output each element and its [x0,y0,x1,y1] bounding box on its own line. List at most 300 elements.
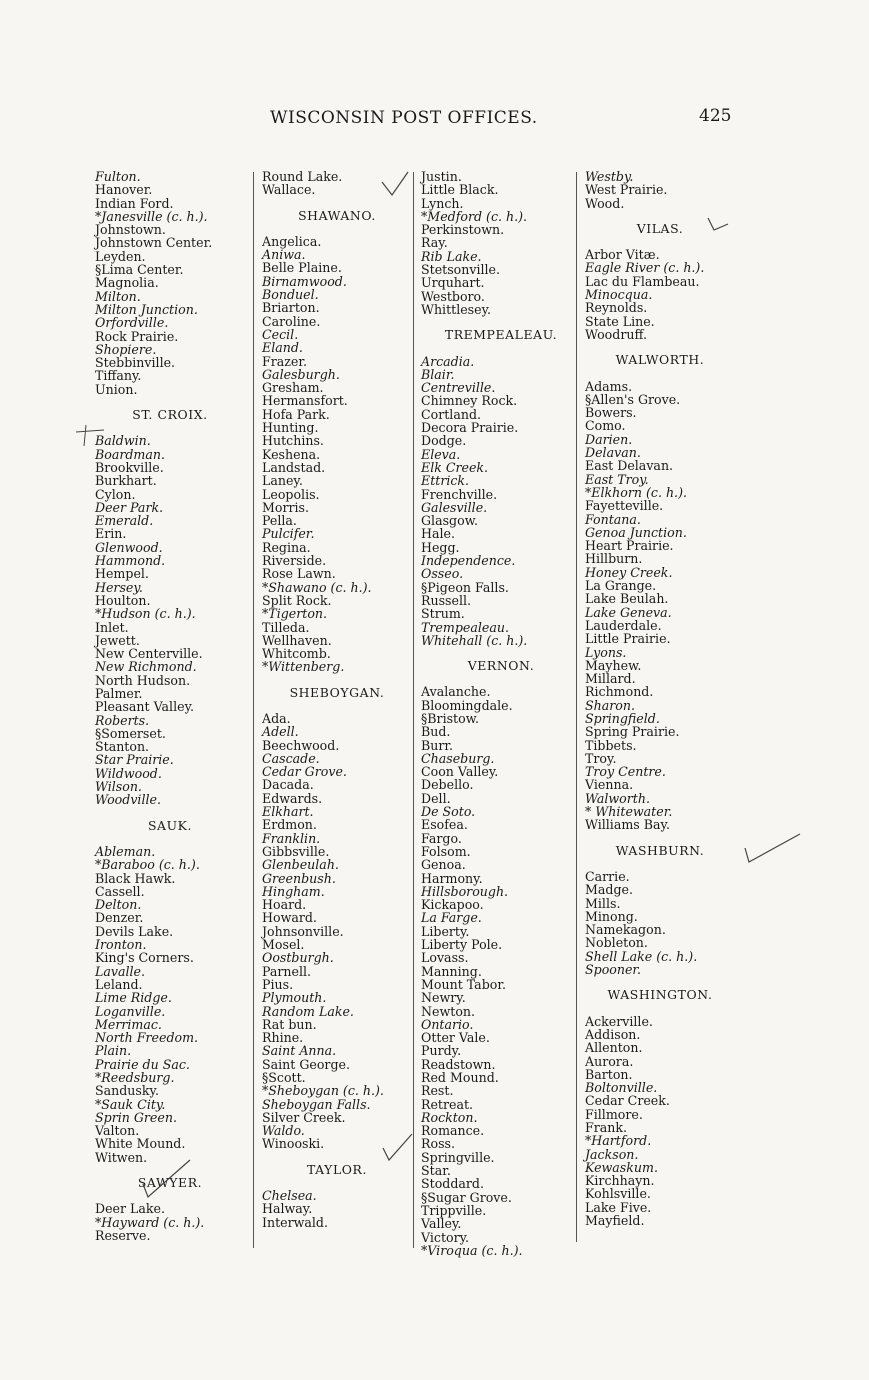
post-office-entry: Victory. [421,1229,470,1245]
post-office-entry: Edwards. [262,790,323,806]
post-office-entry: Purdy. [421,1043,462,1059]
post-office-entry: Whitcomb. [262,646,331,662]
county-heading: VILAS. [636,220,684,236]
post-office-entry: North Freedom. [95,1030,199,1046]
post-office-entry: Plain. [95,1043,132,1059]
post-office-entry: Spooner. [585,962,642,978]
post-office-entry: Sandusky. [95,1083,159,1099]
post-office-entry: Wallace. [262,182,316,198]
post-office-entry: Indian Ford. [95,195,174,211]
post-office-entry: Eagle River (c. h.). [585,260,705,276]
post-office-entry: Shopiere. [95,341,157,357]
post-office-entry: Tilleda. [262,619,310,635]
post-office-entry: Sheboygan Falls. [262,1096,371,1112]
post-office-entry: Wilson. [95,779,142,795]
post-office-entry: Halway. [262,1201,313,1217]
post-office-entry: Hutchins. [262,433,324,449]
post-office-entry: Pella. [262,513,297,529]
post-office-entry: Gibbsville. [262,843,330,859]
post-office-entry: Debello. [421,777,474,793]
post-office-entry: Arbor Vitæ. [585,247,660,263]
post-office-entry: Stebbinville. [95,355,176,371]
post-office-entry: Liberty. [421,923,470,939]
post-office-entry: Howard. [262,910,317,926]
post-office-entry: Fayetteville. [585,498,664,514]
post-office-entry: Minong. [585,908,638,924]
post-office-entry: Cecil. [262,326,299,342]
post-office-entry: Arcadia. [421,353,475,369]
post-office-entry: *Wittenberg. [262,659,345,675]
county-heading: SHEBOYGAN. [289,684,385,700]
post-office-entry: Trippville. [421,1202,487,1218]
post-office-entry: Decora Prairie. [421,420,519,436]
county-heading: WASHINGTON. [607,987,713,1003]
post-office-entry: Rock Prairie. [95,328,179,344]
post-office-entry: Springville. [421,1149,495,1165]
post-office-entry: Stoddard. [421,1176,484,1192]
post-office-entry: Deer Park. [95,499,164,515]
post-office-entry: Cascade. [262,750,320,766]
post-office-entry: Carrie. [585,868,630,884]
post-office-entry: * Whitewater. [585,804,673,820]
post-office-entry: Frazer. [262,353,307,369]
post-office-entry: Dodge. [421,433,467,449]
post-office-entry: Magnolia. [95,275,159,291]
post-office-entry: Prairie du Sac. [95,1056,190,1072]
post-office-entry: Fulton. [95,169,141,184]
post-office-entry: Dacada. [262,777,314,793]
post-office-entry: Pulcifer. [262,526,315,542]
post-office-entry: Elk Creek. [421,459,489,475]
post-office-entry: Johnsonville. [262,923,344,939]
post-office-entry: Birnamwood. [262,273,347,289]
post-office-entry: §Bristow. [421,710,479,726]
post-office-entry: Cedar Grove. [262,764,347,780]
post-office-entry: Round Lake. [262,169,343,184]
post-office-entry: Esofea. [421,817,468,833]
post-office-entry: Erin. [95,526,127,542]
post-office-entry: Newry. [421,990,466,1006]
post-office-entry: Strum. [421,606,465,622]
post-office-entry: Vienna. [585,777,634,793]
post-office-entry: Westboro. [421,288,485,304]
post-office-entry: Glasgow. [421,513,478,529]
post-office-entry: Silver Creek. [262,1109,346,1125]
post-office-entry: Galesburgh. [262,366,340,382]
post-office-entry: Deer Lake. [95,1201,165,1217]
post-office-entry: Reynolds. [585,300,648,316]
post-office-entry: Hempel. [95,566,149,582]
post-office-entry: Leland. [95,976,143,992]
post-office-entry: Cortland. [421,406,482,422]
post-office-entry: Lavalle. [95,963,146,979]
post-office-entry: State Line. [585,313,655,329]
post-office-entry: Walworth. [585,790,650,806]
county-heading: WALWORTH. [615,352,705,368]
post-office-entry: Avalanche. [421,684,491,700]
post-office-entry: *Hayward (c. h.). [95,1214,205,1230]
post-office-entry: Saint George. [262,1056,350,1072]
post-office-entry: Rat bun. [262,1016,317,1032]
post-office-entry: Folsom. [421,843,471,859]
post-office-entry: Retreat. [421,1096,474,1112]
post-office-entry: Woodville. [95,792,161,808]
post-office-entry: Little Prairie. [585,631,671,647]
county-heading: TAYLOR. [306,1161,368,1177]
post-office-entry: *Hudson (c. h.). [95,606,196,622]
post-office-entry: Allenton. [585,1040,643,1056]
post-office-entry: Split Rock. [262,592,332,608]
post-office-entry: Otter Vale. [421,1030,490,1046]
post-office-entry: Hingham. [262,883,325,899]
post-office-entry: Valley. [421,1216,462,1232]
post-office-entry: *Sauk City. [95,1096,166,1112]
post-office-entry: Baldwin. [95,433,151,449]
post-office-entry: §Allen's Grove. [585,391,681,407]
check-mark-icon [708,218,728,230]
post-office-entry: Stetsonville. [421,262,501,278]
post-office-entry: Ada. [262,710,291,726]
post-office-entry: Jewett. [95,632,140,648]
post-office-entry: Westby. [585,169,634,184]
post-office-entry: Glenwood. [95,539,163,555]
post-office-entry: Spring Prairie. [585,724,680,740]
post-office-entry: White Mound. [95,1136,186,1152]
post-office-entry: *Medford (c. h.). [421,208,528,224]
post-office-entry: *Sheboygan (c. h.). [262,1083,384,1099]
post-office-entry: Chaseburg. [421,750,495,766]
post-office-entry: Genoa Junction. [585,524,687,540]
post-office-entry: Tibbets. [585,737,637,753]
post-office-entry: Madge. [585,882,633,898]
post-office-entry: *Janesville (c. h.). [95,208,208,224]
post-office-entry: Reserve. [95,1227,151,1243]
post-office-entry: Barton. [585,1066,633,1082]
post-office-entry: Centreville. [421,380,496,396]
post-office-entry: Leyden. [95,248,146,264]
post-office-entry: *Tigerton. [262,606,328,622]
post-office-entry: Gresham. [262,380,324,396]
post-office-entry: Bloomingdale. [421,697,513,713]
post-office-entry: Blair. [421,366,455,382]
post-office-entry: §Lima Center. [95,262,184,278]
post-office-entry: Mount Tabor. [421,976,506,992]
post-office-entry: *Viroqua (c. h.). [421,1242,523,1258]
post-office-entry: Wood. [585,195,625,211]
post-office-entry: Whittlesey. [421,301,492,317]
running-title: WISCONSIN POST OFFICES. [270,108,538,128]
post-office-entry: Mayhew. [585,657,642,673]
post-office-entry: Winooski. [262,1136,325,1152]
post-office-entry: Dell. [421,790,451,806]
post-office-entry: North Hudson. [95,672,191,688]
post-office-entry: Troy Centre. [585,764,666,780]
post-office-entry: Chimney Rock. [421,393,518,409]
post-office-entry: Lac du Flambeau. [585,273,700,289]
post-office-entry: Boltonville. [585,1080,658,1096]
post-office-entry: Lake Beulah. [585,591,669,607]
post-office-entry: Bonduel. [262,287,319,303]
post-office-entry: Ray. [421,235,448,251]
post-office-entry: Inlet. [95,619,129,635]
post-office-entry: Justin. [421,169,462,184]
post-office-entry: Saint Anna. [262,1043,337,1059]
post-office-entry: Eland. [262,340,303,356]
post-office-entry: Adell. [262,724,299,740]
post-office-entry: Kickapoo. [421,897,484,913]
post-office-entry: New Richmond. [95,659,197,675]
post-office-entry: Waldo. [262,1123,305,1139]
post-office-entry: Whitehall (c. h.). [421,632,528,648]
post-office-entry: Lime Ridge. [95,990,172,1006]
post-office-entry: Como. [585,418,626,434]
county-heading: SAWYER. [137,1175,203,1191]
post-office-entry: *Elkhorn (c. h.). [585,484,687,500]
post-office-entry: Oostburgh. [262,950,334,966]
post-office-entry: Lynch. [421,195,464,211]
post-office-entry: Ross. [421,1136,455,1152]
post-office-entry: Burkhart. [95,473,157,489]
post-office-entry: Star. [421,1163,451,1179]
post-office-entry: Keshena. [262,446,321,462]
post-office-entry: Hersey. [95,579,143,595]
post-office-entry: Delton. [95,897,142,913]
county-heading: WASHBURN. [615,842,705,858]
post-office-entry: Pius. [262,976,294,992]
post-office-entry: Perkinstown. [421,222,505,238]
post-office-entry: Eleva. [421,446,461,462]
post-office-entry: Leopolis. [262,486,320,502]
post-office-entry: Williams Bay. [585,817,670,833]
post-office-entry: Hanover. [95,182,153,198]
post-office-entry: Hofa Park. [262,406,330,422]
post-office-entry: Jackson. [585,1146,639,1162]
post-office-entry: West Prairie. [585,182,668,198]
post-office-entry: Milton. [95,288,141,304]
post-office-entry: Hammond. [95,553,166,569]
county-heading: TREMPEALEAU. [444,327,558,343]
post-office-entry: Hale. [421,526,455,542]
post-office-entry: Lovass. [421,950,469,966]
post-office-entry: Rest. [421,1083,454,1099]
post-office-entry: Coon Valley. [421,764,499,780]
post-office-entry: Urquhart. [421,275,485,291]
post-office-entry: Cedar Creek. [585,1093,670,1109]
post-office-entry: Heart Prairie. [585,538,674,554]
post-office-entry: Romance. [421,1123,485,1139]
post-office-entry: Denzer. [95,910,144,926]
post-office-entry: *Hartford. [585,1133,652,1149]
post-office-entry: Addison. [585,1026,641,1042]
post-office-entry: Laney. [262,473,303,489]
post-office-entry: Kohlsville. [585,1186,651,1202]
post-office-entry: Valton. [95,1123,140,1139]
post-office-entry: Riverside. [262,553,327,569]
post-office-entry: §Somerset. [95,725,166,741]
post-office-entry: Red Mound. [421,1070,499,1085]
post-office-entry: Newton. [421,1003,476,1019]
post-office-entry: Kewaskum. [585,1159,658,1175]
post-office-entry: Millard. [585,671,636,687]
post-office-entry: Hillsborough. [421,883,509,899]
post-office-entry: East Delavan. [585,458,674,474]
page-number: 425 [699,106,732,126]
post-office-entry: Manning. [421,963,482,979]
post-office-entry: Little Black. [421,182,499,198]
post-office-entry: Angelica. [262,233,322,249]
post-office-entry: Stanton. [95,739,150,755]
post-office-entry: Rose Lawn. [262,566,336,582]
post-office-entry: Devils Lake. [95,923,174,939]
county-heading: VERNON. [467,658,535,674]
post-office-entry: Independence. [421,553,516,569]
post-office-entry: §Sugar Grove. [421,1189,512,1205]
post-office-entry: Nobleton. [585,935,648,951]
post-office-entry: Random Lake. [262,1003,354,1019]
post-office-entry: Rib Lake. [421,248,482,264]
post-office-entry: Aurora. [585,1053,634,1069]
post-office-entry: §Pigeon Falls. [421,579,509,595]
post-office-entry: Bowers. [585,405,637,421]
post-office-entry: Namekagon. [585,922,666,938]
post-office-entry: La Farge. [421,910,482,926]
post-office-entry: Belle Plaine. [262,260,342,276]
post-office-entry: Sprin Green. [95,1109,177,1125]
post-office-entry: Mosel. [262,937,305,953]
post-office-entry: Burr. [421,737,454,753]
post-office-entry: Johnstown. [95,222,166,238]
post-office-entry: Merrimac. [95,1016,162,1032]
post-office-entry: Elkhart. [262,804,314,820]
post-office-entry: Brookville. [95,459,164,475]
post-office-entry: Lake Geneva. [585,604,672,620]
post-office-entry: Hermansfort. [262,393,348,409]
post-office-entry: Ackerville. [585,1013,653,1029]
post-office-entry: Kirchhayn. [585,1173,655,1189]
post-office-entry: *Reedsburg. [95,1070,175,1085]
post-office-entry: Hoard. [262,897,307,913]
post-office-entry: §Scott. [262,1070,306,1085]
post-office-entry: Chelsea. [262,1188,317,1204]
post-office-entry: Star Prairie. [95,752,174,768]
post-office-entry: Fontana. [585,511,641,527]
post-office-entry: Minocqua. [585,287,653,303]
county-heading: ST. CROIX. [132,407,208,423]
post-office-entry: Regina. [262,539,311,555]
post-office-entry: Galesville. [421,499,488,515]
post-office-entry: Briarton. [262,300,320,316]
post-office-entry: Tiffany. [95,368,142,384]
post-office-entry: Frenchville. [421,486,498,502]
post-office-entry: Orfordville. [95,315,169,331]
post-office-entry: Landstad. [262,459,326,475]
post-office-entry: Caroline. [262,313,321,329]
post-office-entry: Osseo. [421,566,464,582]
post-office-entry: Fargo. [421,830,462,846]
post-office-entry: Interwald. [262,1214,329,1230]
post-office-entry: New Centerville. [95,646,203,662]
post-office-entry: Woodruff. [585,326,647,342]
post-office-entry: Beechwood. [262,737,340,753]
post-office-entry: Delavan. [585,445,641,461]
post-office-entry: Black Hawk. [95,870,176,886]
post-office-entry: Springfield. [585,710,660,726]
county-heading: SAUK. [147,817,193,833]
post-office-entry: Richmond. [585,684,654,700]
post-office-entry: Ettrick. [421,473,470,489]
post-office-entry: Readstown. [421,1056,496,1072]
post-office-entry: Erdmon. [262,817,317,833]
post-office-entry: Russell. [421,592,472,608]
post-office-entry: Liberty Pole. [421,937,503,953]
post-office-entry: Glenbeulah. [262,857,339,873]
post-office-entry: Greenbush. [262,870,336,886]
post-office-entry: Cylon. [95,486,136,502]
check-mark-icon [745,834,800,862]
post-office-entry: Sharon. [585,697,635,713]
post-office-entry: Adams. [585,378,633,394]
post-office-entry: Lyons. [585,644,627,660]
post-office-entry: Pleasant Valley. [95,699,195,715]
post-office-entry: Hunting. [262,420,319,436]
post-office-entry: Rockton. [421,1109,478,1125]
post-office-entry: Lauderdale. [585,617,662,633]
post-office-entry: Hegg. [421,539,460,555]
check-mark-icon [383,1134,412,1160]
post-office-entry: King's Corners. [95,950,194,966]
post-office-entry: Palmer. [95,685,143,701]
post-office-entry: Hillburn. [585,551,643,567]
post-office-entry: *Shawano (c. h.). [262,579,372,595]
post-office-entry: *Baraboo (c. h.). [95,857,200,873]
post-office-entry: Troy. [585,750,617,766]
check-mark-icon [382,172,408,195]
post-office-entry: Ontario. [421,1016,474,1032]
post-office-entry: Roberts. [95,712,150,728]
post-office-entry: Cassell. [95,883,145,899]
post-office-entry: Johnstown Center. [95,235,213,251]
post-office-entry: Trempealeau. [421,619,509,635]
post-office-entry: Genoa. [421,857,466,873]
post-office-entry: Fillmore. [585,1106,643,1122]
county-heading: SHAWANO. [298,207,376,223]
post-office-entry: De Soto. [421,804,476,820]
post-office-entry: Bud. [421,724,451,740]
post-office-entry: Boardman. [95,446,165,462]
post-office-entry: Darien. [585,431,633,447]
post-office-entry: Wellhaven. [262,632,332,648]
post-office-entry: Emerald. [95,513,154,529]
post-office-entry: Parnell. [262,963,312,979]
post-office-entry: Ironton. [95,937,147,953]
post-office-entry: Witwen. [95,1149,148,1165]
post-office-entry: Franklin. [262,830,321,846]
post-office-entry: Morris. [262,499,310,515]
post-office-entry: Frank. [585,1120,628,1135]
post-office-entry: Union. [95,381,138,397]
post-office-entry: Loganville. [95,1003,166,1019]
post-office-entry: Lake Five. [585,1199,652,1215]
post-office-entry: Ableman. [95,843,156,859]
post-office-entry: Mayfield. [585,1213,645,1229]
check-mark-icon [143,1160,190,1197]
post-office-entry: Houlton. [95,592,151,608]
post-office-entry: Honey Creek. [585,564,673,580]
pencil-cross-icon [76,425,104,446]
post-office-entry: Aniwa. [262,247,306,263]
post-office-entry: Plymouth. [262,990,327,1006]
post-office-entry: Milton Junction. [95,301,198,317]
